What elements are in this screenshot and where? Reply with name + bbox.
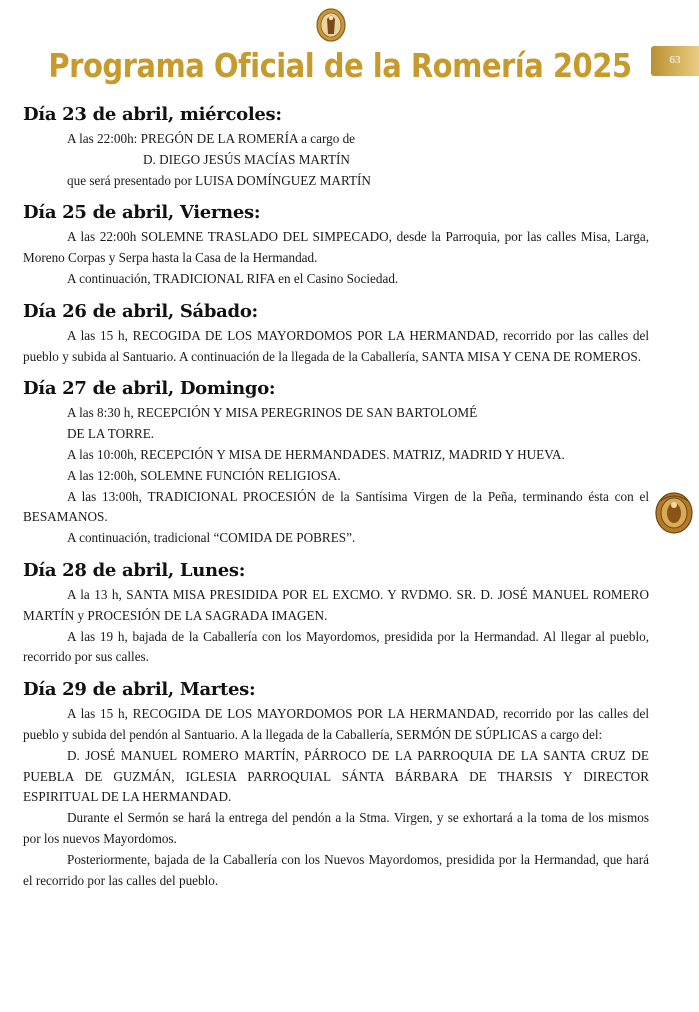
program-line: A continuación, tradicional “COMIDA DE POBRES”. bbox=[67, 530, 356, 546]
program-content bbox=[23, 104, 649, 902]
program-line: D. DIEGO JESÚS MACÍAS MARTÍN bbox=[143, 151, 350, 167]
program-line: Durante el Sermón se hará la entrega del pendón a la Stma. Virgen, y se exhortará a la toma de los mismos por los nuevos Mayordomos. bbox=[23, 810, 649, 846]
program-line: A las 12:00h, SOLEMNE FUNCIÓN RELIGIOSA. bbox=[67, 467, 341, 483]
program-line: DE LA TORRE. bbox=[67, 426, 155, 442]
day-heading: Día 28 de abril, Lunes: bbox=[23, 559, 246, 581]
day-heading: Día 25 de abril, Viernes: bbox=[23, 202, 261, 224]
program-line: A la 13 h, SANTA MISA PRESIDIDA POR EL EXCMO. Y RVDMO. SR. D. JOSÉ MANUEL ROMERO MARTÍN y PROCESIÓN DE LA SAGRADA IMAGEN. bbox=[23, 586, 649, 623]
page-number-tab: 63 bbox=[651, 46, 699, 76]
program-line: que será presentado por LUISA DOMÍNGUEZ MARTÍN bbox=[67, 172, 371, 188]
program-line: A las 22:00h SOLEMNE TRASLADO DEL SIMPECADO, desde la Parroquia, por las calles Misa, Larga, Moreno Corpas y Serpa hasta la Casa de la Hermandad. bbox=[23, 229, 649, 266]
day-section bbox=[23, 301, 649, 368]
program-line: A las 19 h, bajada de la Caballería con los Mayordomos, presidida por la Hermandad. Al llegar al pueblo, recorrido por sus calles. bbox=[23, 628, 649, 665]
day-heading: Día 23 de abril, miércoles: bbox=[23, 104, 282, 125]
program-line: A las 10:00h, RECEPCIÓN Y MISA DE HERMANDADES. MATRIZ, MADRID Y HUEVA. bbox=[67, 446, 565, 462]
day-section bbox=[23, 679, 649, 891]
virgin-medallion-icon bbox=[316, 8, 346, 42]
program-line: A las 13:00h, TRADICIONAL PROCESIÓN de la Santísima Virgen de la Peña, terminando ésta con el BESAMANOS. bbox=[23, 488, 649, 525]
day-heading: Día 27 de abril, Domingo: bbox=[23, 378, 276, 400]
program-line: Posteriormente, bajada de la Caballería con los Nuevos Mayordomos, presidida por la Hermandad, que hará el recorrido por las calles del pueblo. bbox=[23, 851, 649, 888]
day-section bbox=[23, 104, 649, 191]
day-section bbox=[23, 202, 649, 289]
program-line: A las 8:30 h, RECEPCIÓN Y MISA PEREGRINOS DE SAN BARTOLOMÉ bbox=[67, 405, 478, 421]
ornate-medallion-icon bbox=[654, 491, 694, 535]
day-section bbox=[23, 560, 649, 668]
program-line: D. JOSÉ MANUEL ROMERO MARTÍN, PÁRROCO DE LA PARROQUIA DE LA SANTA CRUZ DE PUEBLA DE GUZMÁN, IGLESIA PARROQUIAL SÁNTA BÁRBARA DE THARSIS Y DIRECTOR ESPIRITUAL DE LA HERMANDAD. bbox=[23, 747, 649, 805]
day-heading: Día 29 de abril, Martes: bbox=[23, 679, 256, 701]
program-line: A las 15 h, RECOGIDA DE LOS MAYORDOMOS POR LA HERMANDAD, recorrido por las calles del pueblo y subida del pendón al Santuario. A la llegada de la Caballería, SERMÓN DE SÚPLICAS a cargo del: bbox=[23, 706, 649, 742]
program-line: A las 15 h, RECOGIDA DE LOS MAYORDOMOS POR LA HERMANDAD, recorrido por las calles del pueblo y subida al Santuario. A continuación de la llegada de la Caballería, SANTA MISA Y CENA DE ROMEROS. bbox=[23, 327, 649, 364]
program-line: A continuación, TRADICIONAL RIFA en el Casino Sociedad. bbox=[67, 270, 399, 286]
day-heading: Día 26 de abril, Sábado: bbox=[23, 300, 258, 322]
day-section bbox=[23, 378, 649, 549]
page-title: Programa Oficial de la Romería 2025 bbox=[48, 46, 632, 85]
program-line: A las 22:00h: PREGÓN DE LA ROMERÍA a cargo de bbox=[67, 131, 356, 146]
